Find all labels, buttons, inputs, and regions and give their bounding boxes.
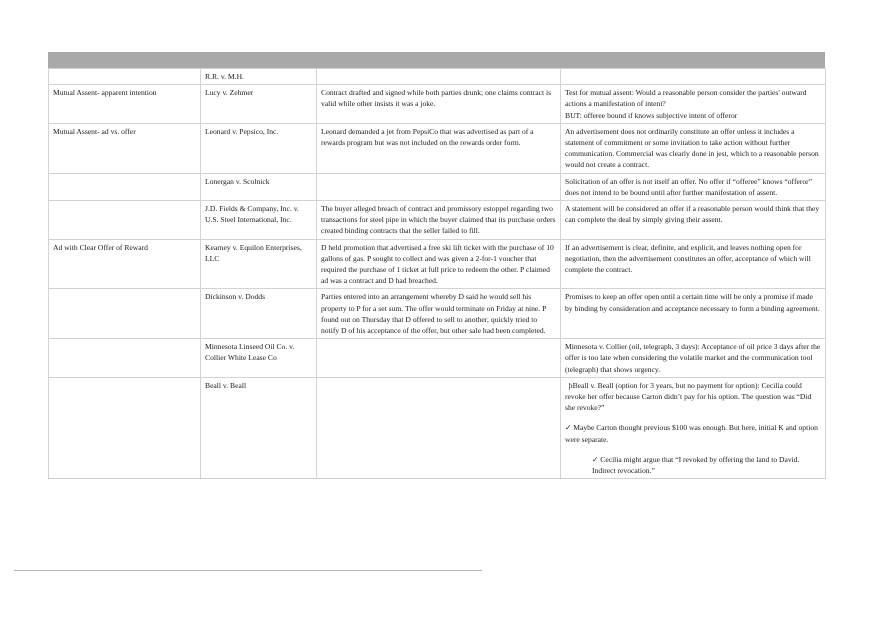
paragraph-gap [565,445,822,454]
rule-cell: A statement will be considered an offer if a reasonable person would think that they can complete the deal by simply giving their assent. [561,201,826,240]
rule-checkmark-note: ✓ Cecilia might argue that “I revoked by offering the land to David. Indirect revocation.” [592,454,800,476]
paragraph-gap [565,413,822,422]
rule-cell: An advertisement does not ordinarily constitute an offer unless it includes a statement of commitment or some invitation to take action without further communication. Commercial was clearly done in jest, which to a reasonable person would not create a contract. [561,123,826,173]
facts-cell: Leonard demanded a jet from PepsiCo that was advertised as part of a rewards program but was not included on the rewards order form. [317,123,561,173]
topic-cell [49,173,201,200]
rule-cell: Solicitation of an offer is not itself an offer. No offer if “offeree” knows “offeror” does not intend to be bound until after further manifestation of assent. [561,173,826,200]
table-row [49,239,826,289]
rule-cell: If an advertisement is clear, definite, and explicit, and leaves nothing open for negotiation, then the advertisement constitutes an offer, acceptance of which will complete the contract. [561,239,826,289]
case-name-cell: Kearney v. Equilon Enterprises, LLC [201,239,317,289]
facts-cell [317,339,561,378]
table-row [49,85,826,124]
topic-cell [49,377,201,478]
facts-cell [317,377,561,478]
rule-cell: Promises to keep an offer open until a certain time will be only a promise if made by binding by consideration and acceptance necessary to form a binding agreement. [561,289,826,339]
rule-cell [561,85,826,124]
facts-cell: Contract drafted and signed while both parties drunk; one claims contract is valid while other insists it was a joke. [317,85,561,124]
table-row [49,173,826,200]
topic-cell [49,201,201,240]
rule-cell [561,69,826,85]
table-row [49,377,826,478]
topic-cell [49,339,201,378]
table-row [49,339,826,378]
rule-text: Test for mutual assent: Would a reasonable person consider the parties' outward actions a manifestation of intent? [565,88,807,109]
rule-cell [561,377,826,478]
table-row [49,123,826,173]
rule-checkmark-note: ✓ Maybe Carton thought previous $100 was enough. But here, initial K and option were separate. [565,423,818,444]
topic-cell [49,69,201,85]
case-name-cell: Leonard v. Pepsico, Inc. [201,123,317,173]
rule-text: þBeall v. Beall (option for 3 years, but no payment for option): Cecilia could revoke her offer because Carton didn’t pay for his option. The question was “Did she revoke?” [565,380,814,413]
topic-cell: Mutual Assent- ad vs. offer [49,123,201,173]
case-name-cell: Dickinson v. Dodds [201,289,317,339]
footnote-separator [14,570,482,571]
rule-note: BUT: offeree bound if knows subjective intent of offeror [565,110,738,120]
table-row [49,69,826,85]
case-name-cell: Beall v. Beall [201,377,317,478]
topic-cell [49,289,201,339]
case-name-cell: Lucy v. Zehmer [201,85,317,124]
case-table [48,68,826,479]
case-name-cell: J.D. Fields & Company, Inc. v. U.S. Steel International, Inc. [201,201,317,240]
topic-cell: Ad with Clear Offer of Reward [49,239,201,289]
case-name-cell: Minnesota Linseed Oil Co. v. Collier White Lease Co [201,339,317,378]
facts-cell: Parties entered into an arrangement whereby D said he would sell his property to P for a set sum. The offer would terminate on Friday at nine. P found out on Thursday that D offered to sell to another, quickly tried to notify D of his acceptance of the offer, but other sale had been completed. [317,289,561,339]
table-row [49,201,826,240]
table-row [49,289,826,339]
table-header-bar [48,52,825,68]
facts-cell [317,173,561,200]
topic-cell: Mutual Assent- apparent intention [49,85,201,124]
rule-cell: Minnesota v. Collier (oil, telegraph, 3 days): Acceptance of oil price 3 days after the offer is too late when considering the volatile market and the communication tool (telegraph) that shows urgency. [561,339,826,378]
facts-cell: D held promotion that advertised a free ski lift ticket with the purchase of 10 gallons of gas. P sought to collect and was given a 2-for-1 voucher that required the purchase of 1 ticket at full price to redeem the other. P claimed ad was a contract and D had breached. [317,239,561,289]
facts-cell: The buyer alleged breach of contract and promissory estoppel regarding two transactions for steel pipe in which the buyer claimed that its purchase orders created binding contracts that the seller failed to fill. [317,201,561,240]
case-name-cell: R.R. v. M.H. [201,69,317,85]
case-name-cell: Lonergan v. Scolnick [201,173,317,200]
facts-cell [317,69,561,85]
